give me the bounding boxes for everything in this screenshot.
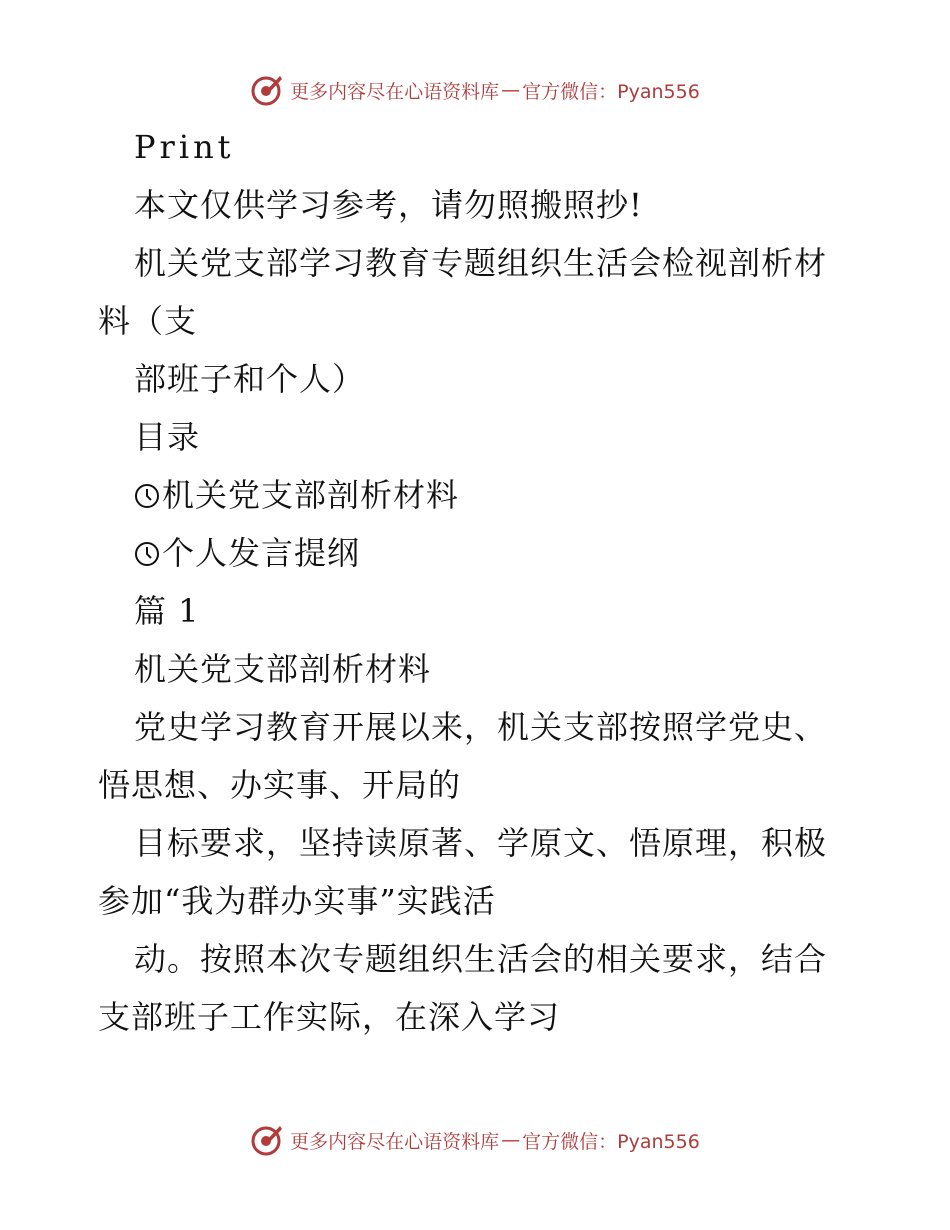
banner-wechat: 官方微信：Pyan556 (522, 80, 700, 103)
clock-icon (134, 483, 160, 509)
toc-item-label: 个人发言提纲 (162, 534, 361, 572)
banner-separator: — (501, 79, 521, 101)
paragraph-line: 参加“我为群办实事”实践活 (98, 882, 496, 920)
document-body (98, 118, 858, 1046)
toc-item-label: 机关党支部剖析材料 (162, 476, 460, 514)
paragraph-line: 动。按照本次专题组织生活会的相关要求，结合 (134, 940, 828, 978)
banner-separator: — (501, 1129, 521, 1151)
section-title: 机关党支部剖析材料 (134, 650, 432, 688)
quill-pen-icon (250, 73, 284, 107)
banner-wechat: 官方微信：Pyan556 (522, 1130, 700, 1153)
disclaimer: 本文仅供学习参考，请勿照搬照抄! (134, 186, 643, 224)
paragraph-line: 党史学习教育开展以来，机关支部按照学党史、 (134, 708, 828, 746)
header-banner (0, 70, 950, 110)
banner-text: 更多内容尽在心语资料库 (290, 80, 500, 103)
banner-text: 更多内容尽在心语资料库 (290, 1130, 500, 1153)
print-label: Print (134, 128, 235, 166)
toc-item-1 (98, 466, 858, 524)
document-title-line-1: 机关党支部学习教育专题组织生活会检视剖析材 (134, 244, 828, 282)
paragraph-line: 目标要求，坚持读原著、学原文、悟原理，积极 (134, 824, 828, 862)
document-title-line-2: 料（支 (98, 302, 198, 340)
clock-icon (134, 541, 160, 567)
paragraph-line: 悟思想、办实事、开局的 (98, 766, 462, 804)
toc-item-2 (98, 524, 858, 582)
footer-banner (0, 1120, 950, 1160)
toc-heading: 目录 (134, 418, 201, 456)
quill-pen-icon (250, 1123, 284, 1157)
document-title-line-3: 部班子和个人） (134, 360, 366, 398)
section-heading: 篇 1 (134, 592, 200, 630)
paragraph-line: 支部班子工作实际，在深入学习 (98, 998, 561, 1036)
